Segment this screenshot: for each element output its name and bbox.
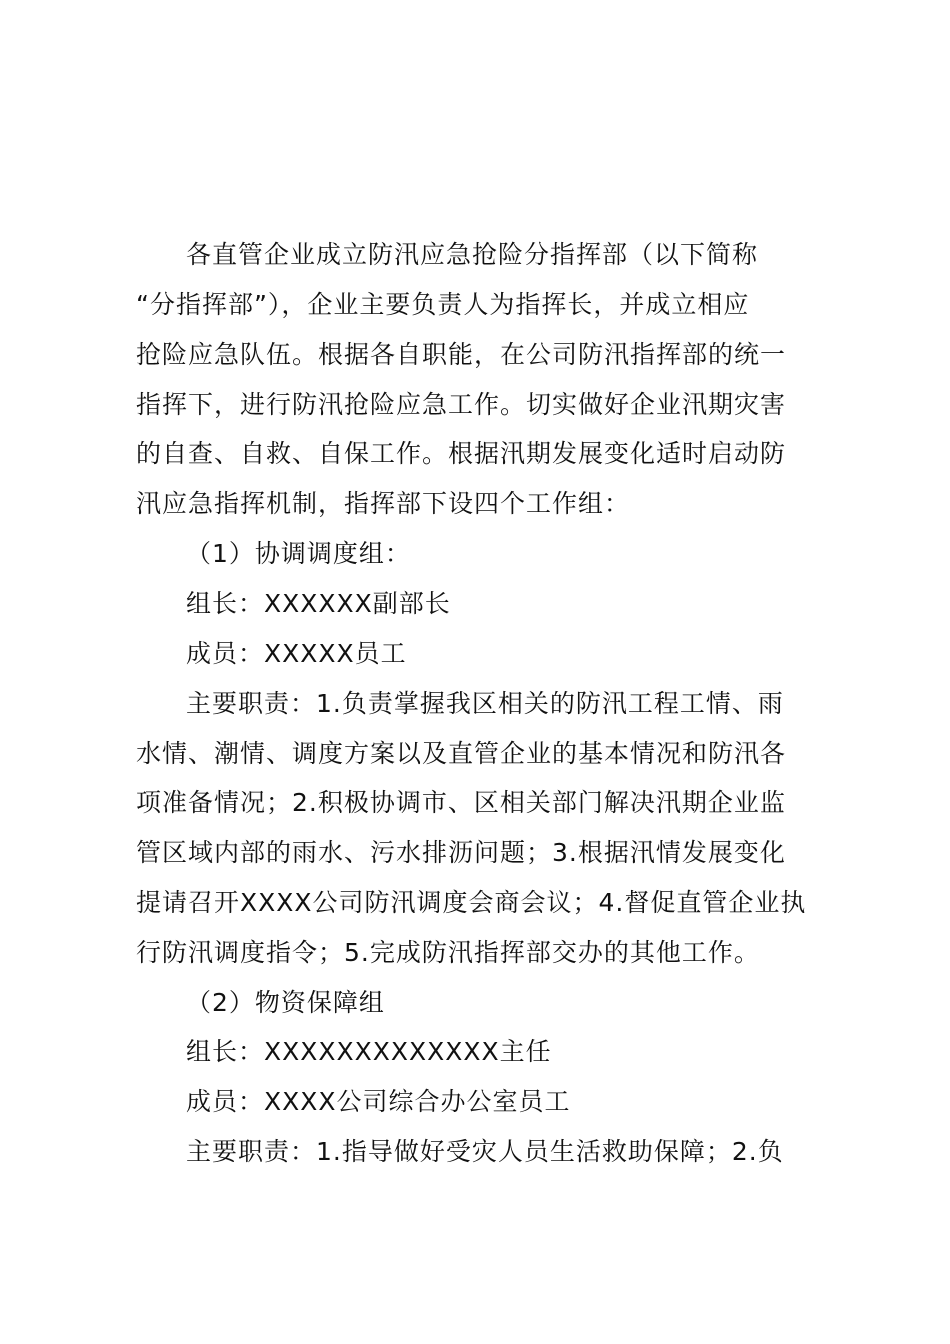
responsibilities-line: 行防汛调度指令；5.完成防汛指挥部交办的其他工作。: [136, 938, 760, 967]
section-heading: （2）物资保障组: [186, 988, 385, 1017]
responsibilities-line: 项准备情况；2.积极协调市、区相关部门解决汛期企业监: [136, 788, 786, 817]
group-leader-line: 组长：XXXXXX副部长: [186, 589, 451, 618]
paragraph-line: 汛应急指挥机制，指挥部下设四个工作组：: [136, 489, 631, 518]
responsibilities-line: 主要职责：1.指导做好受灾人员生活救助保障；2.负: [186, 1137, 784, 1166]
group-leader-line: 组长：XXXXXXXXXXXXX主任: [186, 1037, 552, 1066]
paragraph-line: “分指挥部”），企业主要负责人为指挥长，并成立相应: [136, 290, 750, 319]
responsibilities-line: 主要职责：1.负责掌握我区相关的防汛工程工情、雨: [186, 689, 784, 718]
paragraph-line: 抢险应急队伍。根据各自职能，在公司防汛指挥部的统一: [136, 340, 787, 369]
section-heading: （1）协调调度组：: [186, 539, 411, 568]
paragraph-line: 各直管企业成立防汛应急抢险分指挥部（以下简称: [186, 240, 759, 269]
paragraph-line: 指挥下，进行防汛抢险应急工作。切实做好企业汛期灾害: [136, 390, 787, 419]
paragraph-line: 的自查、自救、自保工作。根据汛期发展变化适时启动防: [136, 439, 787, 468]
group-members-line: 成员：XXXXX员工: [186, 639, 407, 668]
responsibilities-line: 提请召开XXXX公司防汛调度会商会议；4.督促直管企业执: [136, 888, 807, 917]
responsibilities-line: 水情、潮情、调度方案以及直管企业的基本情况和防汛各: [136, 739, 787, 768]
group-members-line: 成员：XXXX公司综合办公室员工: [186, 1087, 571, 1116]
responsibilities-line: 管区域内部的雨水、污水排沥问题；3.根据汛情发展变化: [136, 838, 786, 867]
